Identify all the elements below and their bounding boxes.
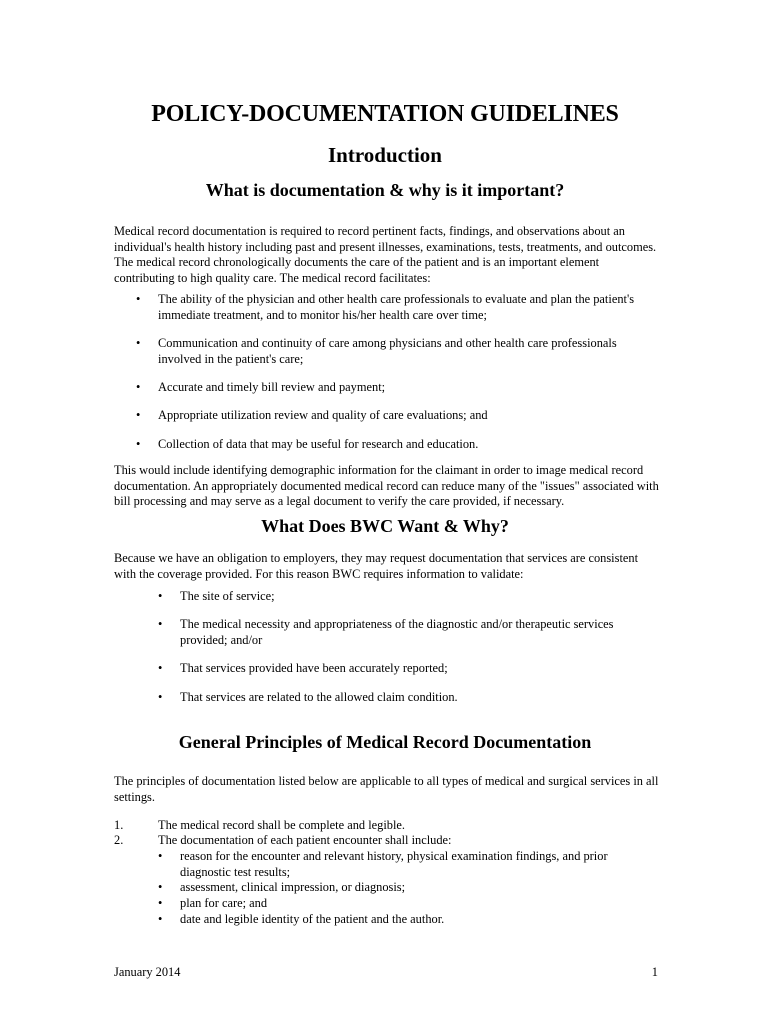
bwc-bullet-3: [158, 661, 668, 677]
bullet-glyph: •: [136, 336, 141, 350]
sub-bullet-text: plan for care; and: [180, 896, 268, 910]
heading-introduction: Introduction: [328, 143, 442, 167]
sub-bullet-text: date and legible identity of the patient and the author.: [180, 912, 445, 926]
intro-bullet-text: Communication and continuity of care among physicians and other health care professionals involved in the patient's care;: [158, 336, 617, 366]
bullet-glyph: •: [158, 617, 163, 631]
bullet-glyph: •: [158, 880, 163, 894]
bullet-glyph: •: [158, 912, 163, 926]
bullet-glyph: •: [158, 589, 163, 603]
intro-paragraph: Medical record documentation is required to record pertinent facts, findings, and observations about an individual's health history including past and present illnesses, examinations, tests, treatments, and outcomes. The medical record chronologically documents the care of the patient and is an important element contributing to high quality care. The medical record facilitates:: [114, 224, 657, 285]
bullet-glyph: •: [136, 437, 141, 451]
bwc-bullet-text: The medical necessity and appropriateness of the diagnostic and/or therapeutic services provided; and/or: [180, 617, 614, 647]
intro-bullet-text: Accurate and timely bill review and payment;: [158, 380, 386, 394]
numbered-item-text: The documentation of each patient encounter shall include:: [158, 833, 452, 847]
list-number: 1.: [114, 818, 124, 832]
intro-bullet-4: [136, 408, 666, 424]
sub-bullet-text: assessment, clinical impression, or diagnosis;: [180, 880, 406, 894]
heading-general-principles: General Principles of Medical Record Documentation: [178, 732, 592, 752]
bullet-glyph: •: [158, 690, 163, 704]
intro-bullet-3: [136, 380, 666, 396]
footer-date: January 2014: [114, 965, 181, 979]
demographic-paragraph: This would include identifying demographic information for the claimant in order to image medical record documentation. An appropriately documented medical record can reduce many of the "issues" associated with bill processing and may serve as a legal document to verify the care provided, if necessary.: [114, 463, 659, 509]
intro-bullet-text: Appropriate utilization review and quality of care evaluations; and: [158, 408, 488, 422]
bwc-bullet-text: That services are related to the allowed claim condition.: [180, 690, 458, 704]
intro-bullet-5: [136, 437, 666, 453]
numbered-item-text: The medical record shall be complete and legible.: [158, 818, 406, 832]
heading-bwc: What Does BWC Want & Why?: [261, 516, 509, 536]
bwc-bullet-2: [158, 617, 668, 649]
page-title: POLICY-DOCUMENTATION GUIDELINES: [151, 101, 619, 127]
bullet-glyph: •: [158, 896, 163, 910]
sub-bullet-2: [158, 880, 668, 896]
principles-paragraph: The principles of documentation listed below are applicable to all types of medical and surgical services in all settings.: [114, 774, 659, 804]
bwc-paragraph: Because we have an obligation to employers, they may request documentation that services are consistent with the coverage provided. For this reason BWC requires information to validate:: [114, 551, 639, 581]
bullet-glyph: •: [158, 849, 163, 863]
bwc-bullet-1: [158, 589, 668, 605]
sub-bullet-text: reason for the encounter and relevant history, physical examination findings, and prior diagnostic test results;: [180, 849, 608, 879]
intro-bullet-1: [136, 292, 666, 324]
intro-bullet-text: The ability of the physician and other health care professionals to evaluate and plan the patient's immediate treatment, and to monitor his/her health care over time;: [158, 292, 635, 322]
bullet-glyph: •: [136, 408, 141, 422]
bullet-glyph: •: [158, 661, 163, 675]
sub-bullet-3: [158, 896, 668, 912]
sub-bullet-1: [158, 849, 668, 881]
intro-bullet-2: [136, 336, 666, 368]
sub-bullet-4: [158, 912, 668, 928]
bwc-bullet-4: [158, 690, 668, 706]
bullet-glyph: •: [136, 380, 141, 394]
heading-what-is-documentation: What is documentation & why is it important?: [205, 180, 565, 200]
bullet-glyph: •: [136, 292, 141, 306]
bwc-bullet-text: The site of service;: [180, 589, 275, 603]
bwc-bullet-text: That services provided have been accurately reported;: [180, 661, 448, 675]
numbered-item-2: [114, 833, 664, 849]
list-number: 2.: [114, 833, 124, 847]
intro-bullet-text: Collection of data that may be useful for research and education.: [158, 437, 479, 451]
numbered-item-1: [114, 818, 664, 834]
footer-page-number: 1: [651, 965, 658, 979]
